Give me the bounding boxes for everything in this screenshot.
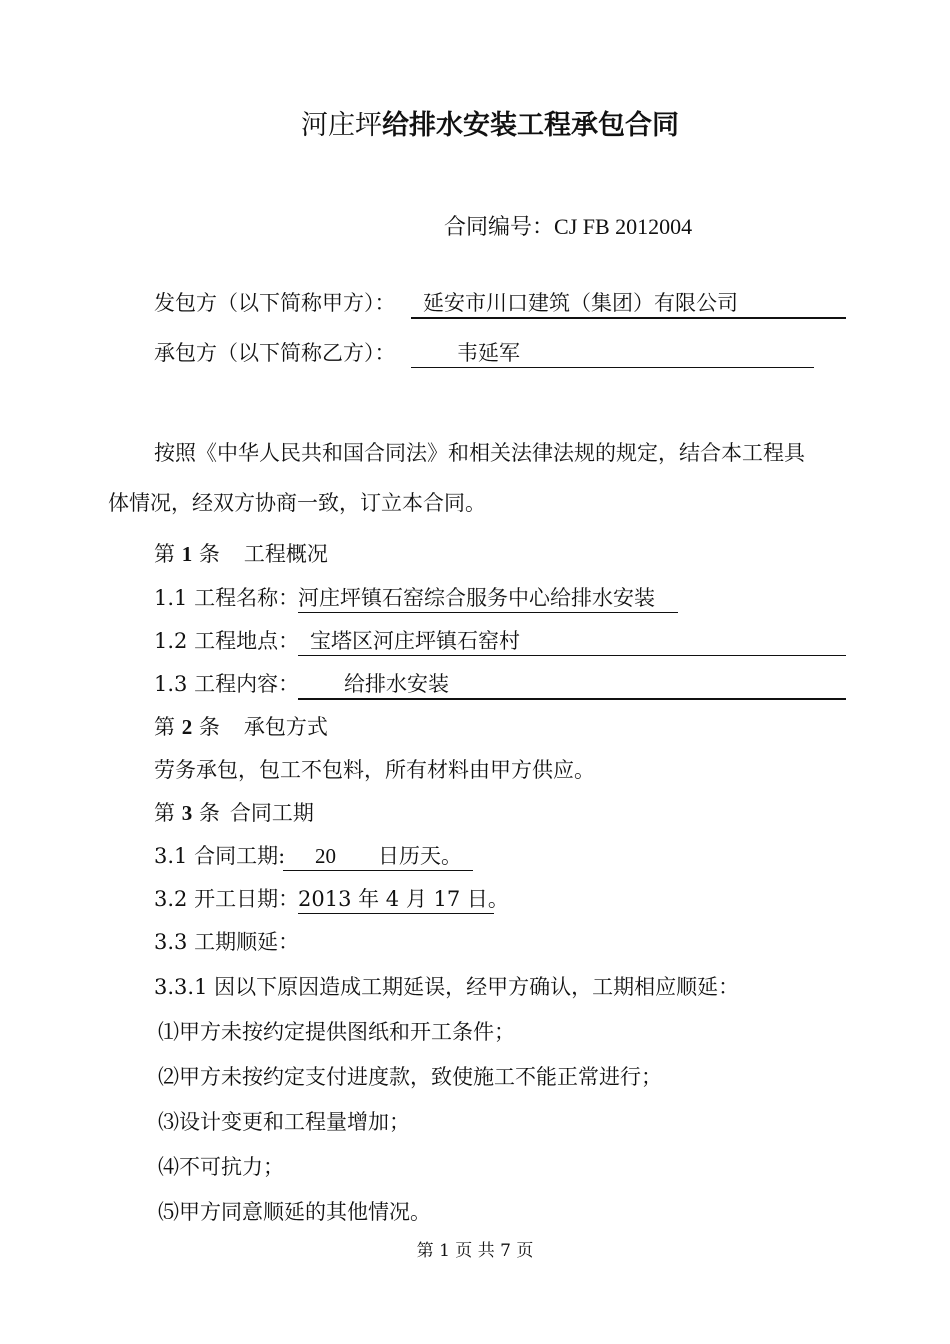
reason-4: ⑷不可抗力； [158, 1155, 284, 1179]
title-prefix: 河庄坪 [301, 110, 382, 141]
item-3-2-label: 3.2 开工日期： [154, 887, 300, 911]
contract-days: 20 [315, 844, 336, 868]
contract-number-label: 合同编号： [444, 215, 555, 240]
item-1-3-label: 1.3 工程内容： [154, 672, 300, 696]
item-1-1-value: 河庄坪镇石窑综合服务中心给排水安装 [298, 584, 678, 613]
item-1-2-value: 宝塔区河庄坪镇石窑村 [298, 627, 846, 656]
preamble-line-2: 体情况，经双方协商一致，订立本合同。 [108, 491, 486, 515]
contract-number-value: CJ FB 2012004 [554, 214, 693, 239]
item-3-3: 3.3 工期顺延： [154, 930, 300, 954]
party-b-label: 承包方（以下简称乙方）： [154, 341, 396, 365]
party-a-value: 延安市川口建筑（集团）有限公司 [411, 289, 846, 319]
reason-1: ⑴甲方未按约定提供图纸和开工条件； [158, 1020, 515, 1044]
party-b-value: 韦延军 [411, 339, 814, 368]
article-2-body: 劳务承包，包工不包料，所有材料由甲方供应。 [154, 758, 595, 782]
item-3-2-value: 2013 年 4 月 17 日。 [298, 885, 494, 914]
item-3-3-1: 3.3.1 因以下原因造成工期延误，经甲方确认，工期相应顺延： [154, 975, 740, 999]
article-2-heading: 第 2 条 承包方式 [154, 715, 328, 739]
title-main: 给排水安装工程承包合同 [382, 110, 679, 141]
reason-5: ⑸甲方同意顺延的其他情况。 [158, 1200, 431, 1224]
article-1-heading: 第 1 条 工程概况 [154, 542, 328, 566]
article-3-heading: 第 3 条 合同工期 [154, 801, 314, 825]
reason-2: ⑵甲方未按约定支付进度款，致使施工不能正常进行； [158, 1065, 662, 1089]
item-3-1-label: 3.1 合同工期: [154, 844, 286, 868]
page-footer: 第 1 页 共 7 页 [416, 1241, 534, 1261]
document-title [0, 108, 950, 144]
reason-3: ⑶设计变更和工程量增加； [158, 1110, 410, 1134]
preamble-line-1: 按照《中华人民共和国合同法》和相关法律法规的规定，结合本工程具 [154, 441, 805, 465]
item-3-1-value [283, 842, 473, 871]
contract-number [444, 213, 692, 242]
item-1-1-label: 1.1 工程名称： [154, 586, 300, 610]
item-1-2-label: 1.2 工程地点： [154, 629, 300, 653]
party-a-label: 发包方（以下简称甲方）： [154, 291, 396, 315]
item-1-3-value: 给排水安装 [298, 670, 846, 700]
days-unit: 日历天。 [378, 844, 462, 868]
